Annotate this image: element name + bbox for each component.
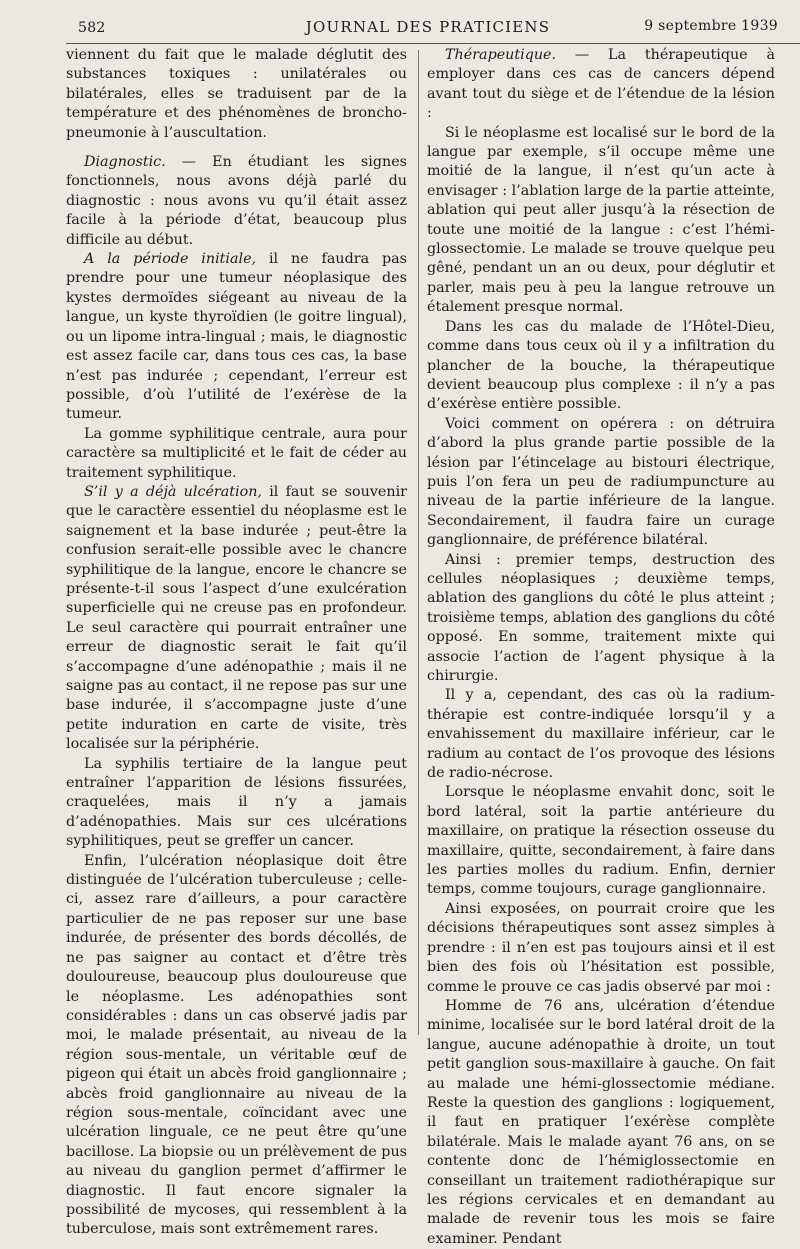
section-heading-therapeutics: Thérapeutique. bbox=[445, 47, 557, 63]
paragraph-text: il ne faudra pas prendre pour une tumeur néoplasique des kystes dermoïdes siégeant au niveau de la langue, un kyste thyroïdien (le goitre lingual), ou un lipome intra-lingual ; mais, le diagnostic est assez facile car, dans tous ces cas, la base n’est pas indurée ; cependant, l’erreur est possible, d’où l’utilité de l’exérèse de la tumeur. bbox=[66, 251, 407, 423]
left-column bbox=[66, 46, 407, 1238]
header-rule bbox=[66, 43, 800, 44]
paragraph-hotel-dieu: Dans les cas du malade de l’Hôtel-Dieu, comme dans tous ceux où il y a infiltration du plancher de la bouche, la thérapeutique devient beaucoup plus complexe : il n’y a pas d’exérèse entière possible. bbox=[427, 318, 775, 413]
paragraph-continuation: viennent du fait que le malade déglutit des substances toxiques : unilatérales ou bilatérales, elles se traduisent par de la température et des phénomènes de broncho-pneumonie à l’auscultation. bbox=[66, 47, 407, 141]
running-header bbox=[78, 16, 778, 40]
right-column bbox=[427, 46, 775, 1247]
paragraph-tuberculous-ulceration: Enfin, l’ulcération néoplasique doit être distinguée de l’ulcération tuberculeuse ; celle-ci, assez rare d’ailleurs, a pour caractère particulier de ne pas reposer sur une base indurée, de présenter des bords décollés, de ne pas saigner au contact et d’être très douloureuse, beaucoup plus douloureuse que le néoplasme. Les adénopathies sont considérables : dans un cas observé jadis par moi, le malade présentait, au niveau de la région sous-mentale, un véritable œuf de pigeon qui était un abcès froid ganglionnaire ; abcès froid ganglionnaire au niveau de la région sous-mentale, coïncidant avec une ulcération linguale, ce ne peut être qu’une bacillose. La biopsie ou un prélèvement de pus au niveau du ganglion permet d’affirmer le diagnostic. Il faut encore signaler la possibilité de mycoses, qui ressemblent à la tuberculose, mais sont extrêmement rares. bbox=[66, 852, 407, 1238]
paragraph-gumma: La gomme syphilitique centrale, aura pour caractère sa multiplicité et le fait de céder au traitement syphilitique. bbox=[66, 425, 407, 481]
paragraph-text: — La thérapeutique à employer dans ces cas de cancers dépend avant tout du siège et de l’étendue de la lésion : bbox=[427, 47, 775, 122]
paragraph-tertiary-syphilis: La syphilis tertiaire de la langue peut entraîner l’apparition de lésions fissurées, craquelées, mais il n’y a jamais d’adénopathies. Mais sur ces ulcérations syphilitiques, peut se greffer un cancer. bbox=[66, 755, 407, 850]
paragraph-hemiglossectomy: Si le néoplasme est localisé sur le bord de la langue par exemple, s’il occupe même une moitié de la langue, il n’est qu’un acte à envisager : l’ablation large de la partie atteinte, ablation qui peut aller jusqu’à la résection de toute une moitié de la langue : c’est l’hémi-glossectomie. Le malade se trouve quelque peu gêné, pendant un an ou deux, pour déglutir et parler, mais peu à peu la langue retrouve un étalement presque normal. bbox=[427, 124, 775, 316]
paragraph-procedure: Voici comment on opérera : on détruira d’abord la plus grande partie possible de la lésion par l’étincelage au bistouri électrique, puis l’on fera un peu de radiumpuncture au niveau de la partie inférieure de la langue. Secondairement, il faudra faire un curage ganglionnaire, de préférence bilatéral. bbox=[427, 415, 775, 549]
paragraph-initial-period bbox=[66, 250, 407, 425]
paragraph-maxillary-resection: Lorsque le néoplasme envahit donc, soit le bord latéral, soit la partie antérieure du maxillaire, on pratique la résection osseuse du maxillaire, quitte, secondairement, à faire dans les parties molles du radium. Enfin, dernier temps, comme toujours, curage ganglionnaire. bbox=[427, 784, 775, 898]
paragraph-steps: Ainsi : premier temps, destruction des cellules néoplasiques ; deuxième temps, ablation des ganglions du côté le plus atteint ; troisième temps, ablation des ganglions du côté opposé. En somme, traitement mixte qui associe l’action de l’agent physique à la chirurgie. bbox=[427, 551, 775, 684]
paragraph-text: — En étudiant les signes fonctionnels, nous avons déjà parlé du diagnostic : nous avons vu qu’il était assez facile à la période d’état, beaucoup plus difficile au début. bbox=[66, 154, 407, 248]
section-heading-diagnostic: Diagnostic. bbox=[84, 154, 166, 171]
lead-phrase: A la période initiale, bbox=[84, 251, 257, 268]
paragraph-ulceration bbox=[66, 483, 407, 755]
lead-phrase: S’il y a déjà ulcération, bbox=[84, 483, 262, 500]
paragraph-radium-contraindication: Il y a, cependant, des cas où la radium-thérapie est contre-indiquée lorsqu’il y a envahissement du maxillaire inférieur, car le radium au contact de l’os provoque des lésions de radio-nécrose. bbox=[427, 687, 775, 782]
paragraph-text: il faut se souvenir que le caractère essentiel du néoplasme est le saignement et la base indurée ; peut-être la confusion serait-elle possible avec le chancre syphilitique de la langue, encore le chancre se présente-t-il sous l’aspect d’une exulcération superficielle qui ne creuse pas en profondeur. Le seul caractère qui pourrait entraîner une erreur de diagnostic serait le fait qu’il s’accompagne d’une adénopathie ; mais il ne saigne pas au contact, il ne repose pas sur une base indurée, il s’accompagne juste d’une petite induration en carte de visite, très localisée sur la périphérie. bbox=[66, 483, 407, 753]
issue-date: 9 septembre 1939 bbox=[644, 18, 778, 34]
journal-title: JOURNAL DES PRATICIENS bbox=[305, 18, 551, 36]
paragraph-case-report: Homme de 76 ans, ulcération d’étendue minime, localisée sur le bord latéral droit de la langue, aucune adénopathie à droite, un tout petit ganglion sous-maxillaire à gauche. On fait au malade une hémi-glossectomie médiane. Reste la question des ganglions : logiquement, il faut en pratiquer l’exérèse complète bilatérale. Mais le malade ayant 76 ans, on se contente donc de l’hémiglossectomie en conseillant un traitement radiothérapique sur les régions cervicales et en demandant au malade de revenir tous les mois se faire examiner. Pendant bbox=[427, 997, 775, 1247]
page-number: 582 bbox=[78, 20, 106, 36]
paragraph-decisions: Ainsi exposées, on pourrait croire que les décisions thérapeutiques sont assez simples à prendre : il n’en est pas toujours ainsi et il est bien des fois où l’hésitation est possible, comme le prouve ce cas jadis observé par moi : bbox=[427, 900, 775, 995]
paragraph-diagnostic bbox=[66, 153, 407, 250]
column-divider bbox=[418, 50, 419, 1035]
paragraph-therapeutics bbox=[427, 46, 775, 124]
